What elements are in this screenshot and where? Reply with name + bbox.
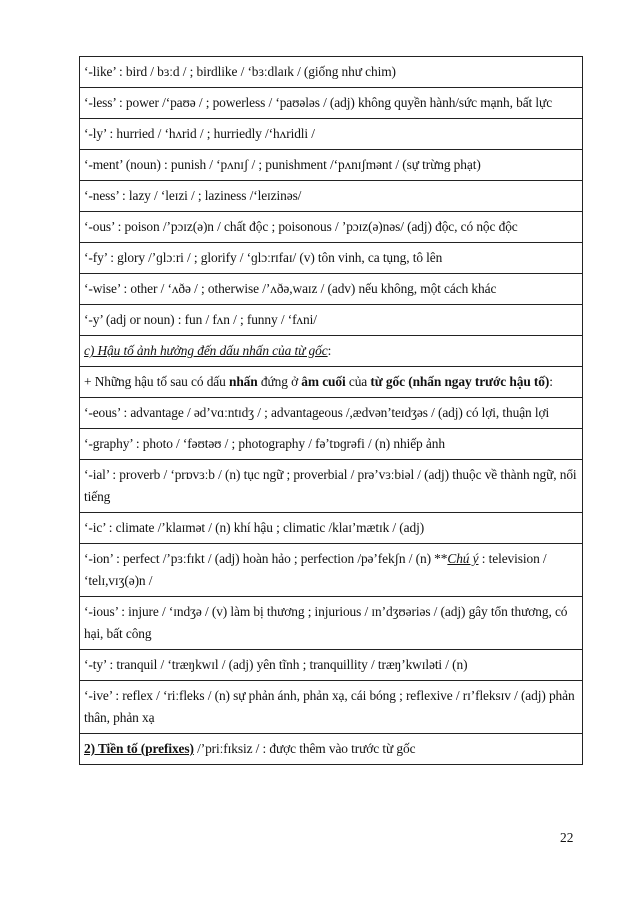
table-row: [80, 150, 582, 181]
intro-text: của: [345, 374, 371, 389]
intro-emphasis-final-syllable: âm cuối: [301, 374, 346, 389]
row-text: ‘-ious’ : injure / ‘ɪndʒə / (v) làm bị thương ; injurious / ɪn’dʒʊəriəs / (adj) gây tổn thương, có hại, bất công: [84, 604, 568, 641]
table-row: [80, 513, 582, 544]
intro-text: đứng ở: [257, 374, 302, 389]
row-text: ‘-ial’ : proverb / ‘prɒvɜːb / (n) tục ngữ ; proverbial / prə’vɜːbiəl / (adj) thuộc về thành ngữ, nổi tiếng: [84, 467, 577, 504]
section-c-colon: :: [327, 343, 332, 358]
row-text: ‘-like’ : bird / bɜːd / ; birdlike / ‘bɜːdlaɪk / (giống như chim): [84, 64, 396, 79]
row-text: ‘-ic’ : climate /’klaɪmət / (n) khí hậu ; climatic /klaɪ’mætɪk / (adj): [84, 520, 425, 535]
intro-emphasis-stress: nhấn: [228, 374, 258, 389]
section-2-description: /’priːfɪksiz / : được thêm vào trước từ gốc: [193, 741, 416, 756]
table-row: [80, 274, 582, 305]
row-text: ‘-ion’ : perfect /’pɜːfɪkt / (adj) hoàn hảo ; perfection /pə’fekʃn / (n) **: [84, 551, 448, 566]
table-row: [80, 597, 582, 650]
table-row: [80, 429, 582, 460]
intro-emphasis-root: từ gốc (nhấn ngay trước hậu tố): [370, 374, 550, 389]
table-row: [80, 460, 582, 513]
row-text: ‘-ous’ : poison /’pɔɪz(ə)n / chất độc ; poisonous / ’pɔɪz(ə)nəs/ (adj) độc, có nộc độc: [84, 219, 518, 234]
row-text: ‘-wise’ : other / ‘ʌðə / ; otherwise /’ʌðə,waɪz / (adv) nếu không, một cách khác: [84, 281, 497, 296]
row-text: ‘-ness’ : lazy / ‘leɪzi / ; laziness /‘leɪzinəs/: [84, 188, 302, 203]
row-text: ‘-y’ (adj or noun) : fun / fʌn / ; funny / ‘fʌni/: [84, 312, 317, 327]
note-link[interactable]: Chú ý: [447, 551, 479, 566]
intro-text: :: [549, 374, 553, 389]
row-text: ‘-less’ : power /‘paʊə / ; powerless / ‘paʊələs / (adj) không quyền hành/sức mạnh, bất lực: [84, 95, 553, 110]
table-row: [80, 88, 582, 119]
table-row: [80, 212, 582, 243]
table-row: [80, 305, 582, 336]
row-text: ‘-eous’ : advantage / əd’vɑːntɪdʒ / ; advantageous /,ædvən’teɪdʒəs / (adj) có lợi, thuận lợi: [84, 405, 550, 420]
section-2-title: 2) Tiền tố (prefixes): [84, 741, 194, 756]
row-text: : television / ‘telɪ,vɪʒ(ə)n /: [84, 551, 547, 588]
table-row: [80, 681, 582, 734]
vocabulary-table: [79, 56, 583, 765]
row-text: ‘-ment’ (noun) : punish / ‘pʌnɪʃ / ; punishment /‘pʌnɪʃmənt / (sự trừng phạt): [84, 157, 481, 172]
section-c-heading-link[interactable]: c) Hậu tố ảnh hưởng đến dấu nhấn của từ gốc: [84, 343, 328, 358]
row-text: ‘-ive’ : reflex / ‘riːfleks / (n) sự phản ánh, phản xạ, cái bóng ; reflexive / rɪ’fleksɪv / (adj) phản thân, phản xạ: [84, 688, 575, 725]
table-row: [80, 243, 582, 274]
row-text: ‘-fy’ : glory /’ɡlɔːri / ; glorify / ‘ɡlɔːrɪfaɪ/ (v) tôn vinh, ca tụng, tô lên: [84, 250, 443, 265]
intro-text: + Những hậu tố sau có dấu: [84, 374, 229, 389]
section-c-heading: [80, 336, 582, 367]
table-row: [80, 119, 582, 150]
row-text: ‘-ly’ : hurried / ‘hʌrid / ; hurriedly /‘hʌridli /: [84, 126, 315, 141]
table-row: [80, 181, 582, 212]
page-number: 22: [560, 830, 574, 845]
row-text: ‘-ty’ : tranquil / ‘træŋkwɪl / (adj) yên tĩnh ; tranquillity / træŋ’kwɪləti / (n): [84, 657, 468, 672]
row-text: ‘-graphy’ : photo / ‘fəʊtəʊ / ; photography / fə’tɒɡrəfi / (n) nhiếp ảnh: [84, 436, 445, 451]
section-2-heading: [80, 734, 582, 764]
table-row-ion: [80, 544, 582, 597]
table-row: [80, 398, 582, 429]
section-c-intro: [80, 367, 582, 398]
table-row: [80, 57, 582, 88]
table-row: [80, 650, 582, 681]
